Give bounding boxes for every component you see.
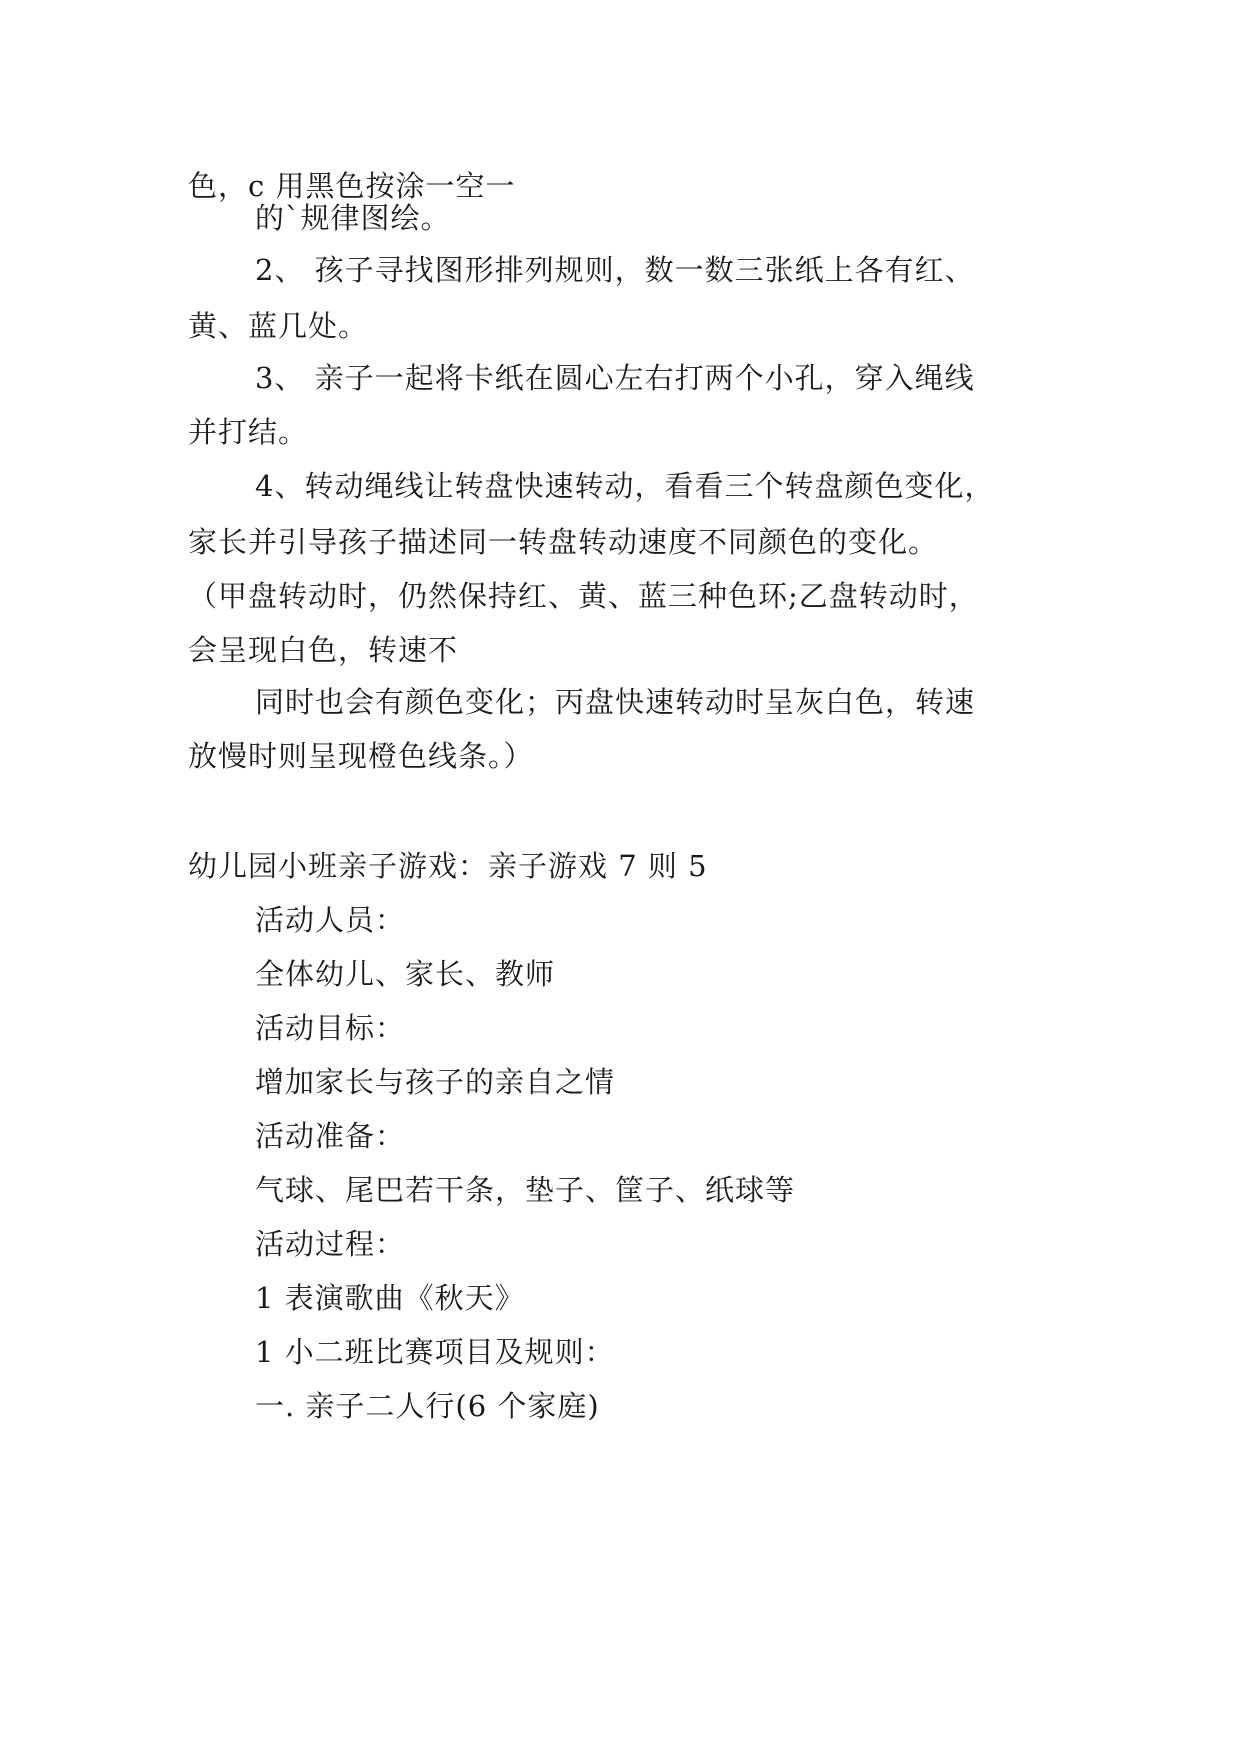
text-line: 活动人员：	[255, 903, 406, 937]
text-line: 3、 亲子一起将卡纸在圆心左右打两个小孔，穿入绳线	[255, 361, 975, 395]
text-line: 放慢时则呈现橙色线条。）	[188, 739, 534, 773]
text-line: 的`规律图绘。	[255, 201, 451, 235]
section-title: 幼儿园小班亲子游戏：亲子游戏 7 则 5	[188, 849, 708, 883]
text-line: 4、转动绳线让转盘快速转动，看看三个转盘颜色变化，	[255, 469, 995, 503]
text-line: 黄、蓝几处。	[188, 309, 369, 343]
text-line: 1 小二班比赛项目及规则：	[255, 1335, 615, 1369]
text-line: 2、 孩子寻找图形排列规则，数一数三张纸上各有红、	[255, 253, 975, 287]
text-line: （甲盘转动时，仍然保持红、黄、蓝三种色环;乙盘转动时，	[188, 579, 979, 613]
text-line: 同时也会有颜色变化；丙盘快速转动时呈灰白色，转速	[255, 685, 976, 719]
text-line: 并打结。	[188, 415, 309, 449]
text-line: 气球、尾巴若干条，垫子、筐子、纸球等	[255, 1173, 796, 1207]
text-line: 色，c 用黑色按涂一空一	[188, 169, 516, 203]
text-line: 会呈现白色，转速不	[188, 633, 459, 667]
text-line: 活动过程：	[255, 1227, 406, 1261]
text-line: 全体幼儿、家长、教师	[255, 957, 556, 991]
text-line: 一. 亲子二人行(6 个家庭)	[255, 1389, 600, 1423]
text-line: 增加家长与孩子的亲自之情	[255, 1065, 616, 1099]
text-line: 家长并引导孩子描述同一转盘转动速度不同颜色的变化。	[188, 525, 939, 559]
text-line: 活动准备：	[255, 1119, 406, 1153]
text-line: 1 表演歌曲《秋天》	[255, 1281, 525, 1315]
text-line: 活动目标：	[255, 1011, 406, 1045]
